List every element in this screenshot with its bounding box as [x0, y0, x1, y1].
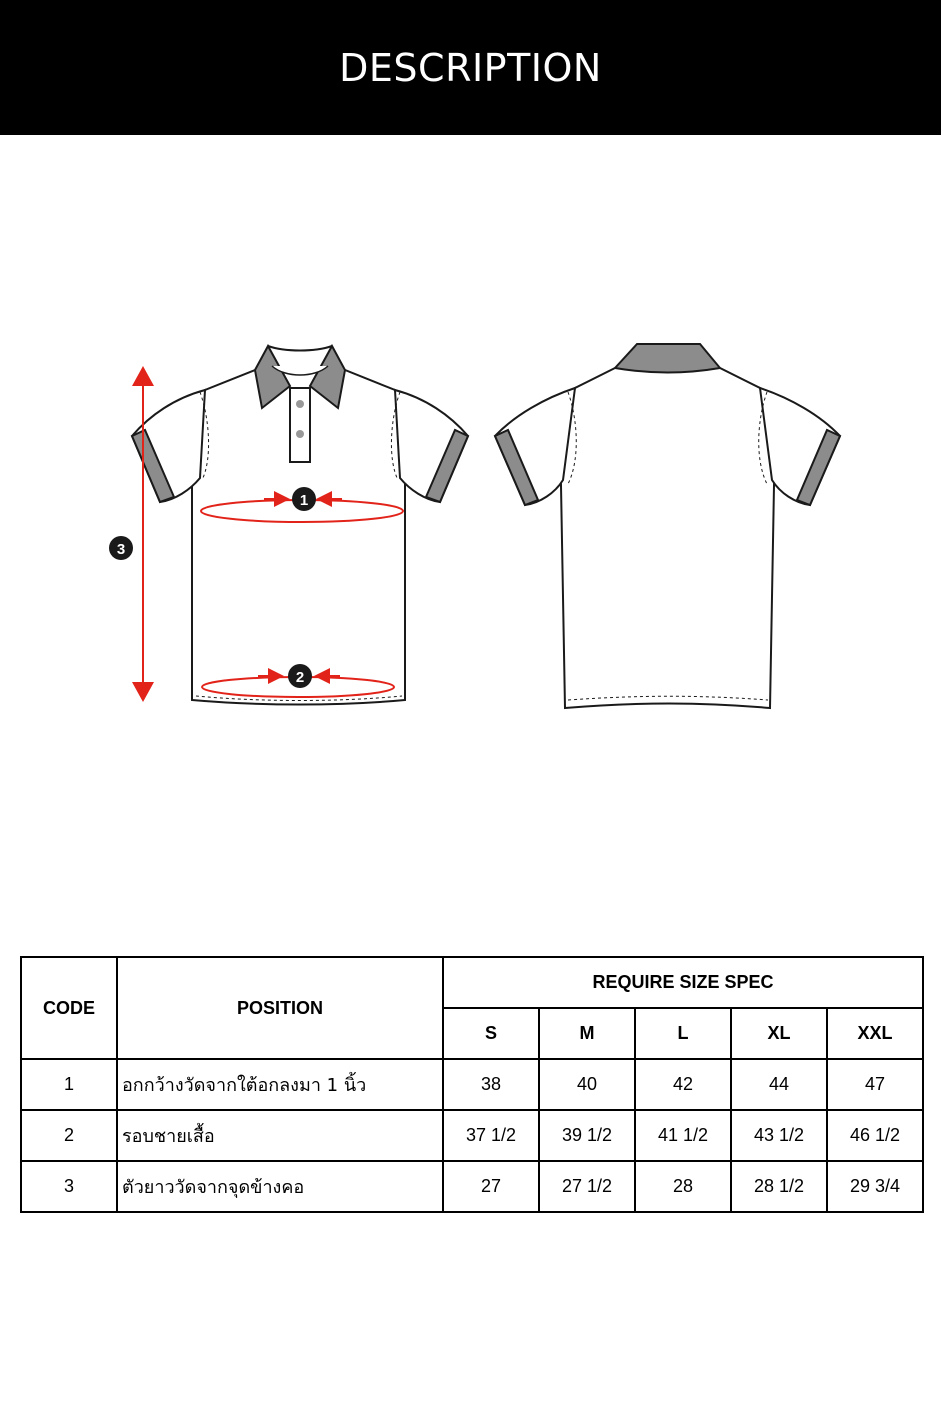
row-value: 40	[539, 1059, 635, 1110]
table-header-row	[21, 957, 923, 1008]
button-1	[296, 400, 304, 408]
back-collar	[615, 344, 720, 373]
row-value: 28	[635, 1161, 731, 1212]
table-row	[21, 1161, 923, 1212]
page-title: DESCRIPTION	[339, 45, 602, 90]
row-value: 43 1/2	[731, 1110, 827, 1161]
size-l: L	[635, 1008, 731, 1059]
row-position: อกกว้างวัดจากใต้อกลงมา 1 นิ้ว	[117, 1059, 443, 1110]
row-value: 39 1/2	[539, 1110, 635, 1161]
length-measurement	[109, 366, 154, 702]
row-value: 46 1/2	[827, 1110, 923, 1161]
row-value: 27 1/2	[539, 1161, 635, 1212]
size-xl: XL	[731, 1008, 827, 1059]
row-value: 29 3/4	[827, 1161, 923, 1212]
row-value: 42	[635, 1059, 731, 1110]
row-code: 1	[21, 1059, 117, 1110]
row-value: 37 1/2	[443, 1110, 539, 1161]
row-value: 28 1/2	[731, 1161, 827, 1212]
header-bar	[0, 0, 941, 135]
table-row	[21, 1059, 923, 1110]
row-value: 27	[443, 1161, 539, 1212]
size-m: M	[539, 1008, 635, 1059]
back-shirt	[495, 344, 840, 708]
row-value: 38	[443, 1059, 539, 1110]
spec-header: REQUIRE SIZE SPEC	[443, 957, 923, 1008]
button-2	[296, 430, 304, 438]
polo-shirt-diagram	[0, 300, 941, 730]
marker-1: 1	[299, 492, 309, 509]
position-header: POSITION	[117, 957, 443, 1059]
table-row	[21, 1110, 923, 1161]
marker-2: 2	[295, 669, 305, 686]
front-shirt	[132, 346, 468, 705]
row-value: 47	[827, 1059, 923, 1110]
row-position: รอบชายเสื้อ	[117, 1110, 443, 1161]
size-xxl: XXL	[827, 1008, 923, 1059]
row-code: 3	[21, 1161, 117, 1212]
code-header: CODE	[21, 957, 117, 1059]
placket	[290, 388, 310, 462]
marker-3: 3	[116, 541, 126, 558]
row-position: ตัวยาววัดจากจุดข้างคอ	[117, 1161, 443, 1212]
row-value: 41 1/2	[635, 1110, 731, 1161]
size-s: S	[443, 1008, 539, 1059]
row-code: 2	[21, 1110, 117, 1161]
row-value: 44	[731, 1059, 827, 1110]
size-spec-table	[20, 956, 924, 1213]
